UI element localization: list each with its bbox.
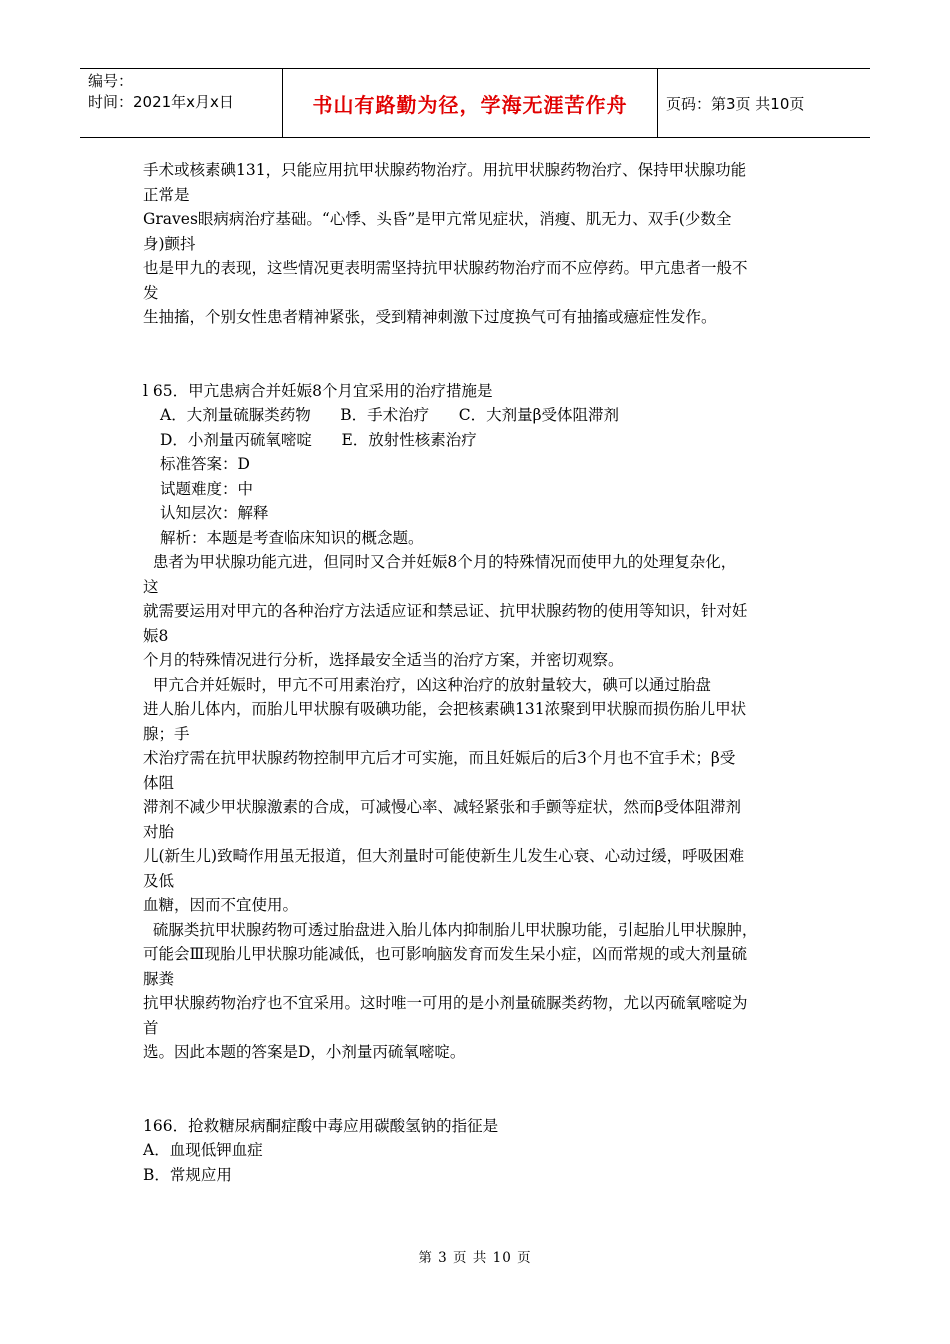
explanation-line: 抗甲状腺药物治疗也不宜采用。这时唯一可用的是小剂量硫脲类药物，尤以丙硫氧嘧啶为 (143, 994, 748, 1012)
explanation-line: 滞剂不减少甲状腺激素的合成，可减慢心率、减轻紧张和手颤等症状，然而β受体阻滞剂 (143, 798, 741, 816)
question-166-option-b: B．常规应用 (143, 1165, 232, 1184)
explanation-line: 对胎 (143, 822, 175, 841)
text-line: 手术或核素碘131，只能应用抗甲状腺药物治疗。用抗甲状腺药物治疗、保持甲状腺功能 (143, 161, 747, 179)
question-165-options-row2: D．小剂量丙硫氧嘧啶 E．放射性核素治疗 (160, 430, 477, 449)
explanation-line: 硫脲类抗甲状腺药物可透过胎盘进入胎儿体内抑制胎儿甲状腺功能，引起胎儿甲状腺肿， (143, 920, 758, 939)
text-line: 身)颤抖 (143, 234, 196, 253)
explanation-line: 血糖，因而不宜使用。 (143, 896, 299, 914)
analysis-heading: 解析：本题是考查临床知识的概念题。 (160, 528, 424, 547)
document-date: 时间：2021年x月x日 (88, 93, 234, 111)
header-meta (80, 69, 282, 137)
explanation-line: 患者为甲状腺功能亢进，但同时又合并妊娠8个月的特殊情况而使甲九的处理复杂化， (143, 553, 737, 571)
text-line: Graves眼病病治疗基础。“心悸、头昏”是甲亢常见症状，消瘦、肌无力、双手(少数全 (143, 210, 732, 228)
header-page-info: 页码：第3页 共10页 (666, 94, 805, 113)
explanation-line: 术治疗需在抗甲状腺药物控制甲亢后才可实施，而且妊娠后的后3个月也不宜手术；β受 (143, 749, 736, 767)
question-165-options-row1: A．大剂量硫脲类药物 B．手术治疗 C．大剂量β受体阻滞剂 (160, 406, 620, 424)
header-motto-cell (282, 69, 658, 137)
document-number-label: 编号： (88, 72, 134, 90)
page-footer: 第 3 页 共 10 页 (418, 1250, 532, 1266)
cognitive-level: 认知层次：解释 (160, 504, 269, 522)
explanation-line: 体阻 (143, 773, 175, 792)
document-body (143, 158, 810, 1187)
question-166-option-a: A．血现低钾血症 (143, 1141, 263, 1159)
explanation-line: 腺；手 (143, 724, 190, 743)
header-motto: 书山有路勤为径，学海无涯苦作舟 (312, 92, 628, 117)
explanation-line: 脲粪 (143, 969, 175, 988)
text-line: 正常是 (143, 185, 190, 204)
explanation-line: 首 (143, 1018, 159, 1037)
explanation-line: 进人胎儿体内，而胎儿甲状腺有吸碘功能，会把核素碘131浓聚到甲状腺而损伤胎儿甲状 (143, 700, 747, 718)
explanation-line: 个月的特殊情况进行分析，选择最安全适当的治疗方案，并密切观察。 (143, 651, 624, 669)
explanation-line: 及低 (143, 871, 175, 890)
text-line: 生抽搐，个别女性患者精神紧张，受到精神刺激下过度换气可有抽搐或癔症性发作。 (143, 308, 717, 326)
text-line: 也是甲九的表现，这些情况更表明需坚持抗甲状腺药物治疗而不应停药。甲亢患者一般不 (143, 259, 748, 277)
question-difficulty: 试题难度：中 (160, 479, 254, 498)
explanation-line: 可能会Ⅲ现胎儿甲状腺功能减低，也可影响脑发育而发生呆小症，凶而常规的或大剂量硫 (143, 945, 747, 963)
explanation-line: 就需要运用对甲亢的各种治疗方法适应证和禁忌证、抗甲状腺药物的使用等知识，针对妊 (143, 602, 748, 620)
explanation-line: 选。因此本题的答案是D，小剂量丙硫氧嘧啶。 (143, 1043, 466, 1061)
standard-answer: 标准答案：D (160, 455, 250, 473)
explanation-line: 儿(新生儿)致畸作用虽无报道，但大剂量时可能使新生儿发生心衰、心动过缓，呼吸困难 (143, 847, 745, 865)
page-header (80, 68, 870, 138)
question-165: l 65．甲亢患病合并妊娠8个月宜采用的治疗措施是 (143, 381, 493, 400)
question-166: 166．抢救糖尿病酮症酸中毒应用碳酸氢钠的指征是 (143, 1116, 499, 1135)
explanation-line: 娠8 (143, 626, 169, 645)
text-line: 发 (143, 283, 159, 302)
explanation-line: 这 (143, 577, 159, 596)
explanation-line: 甲亢合并妊娠时，甲亢不可用素治疗，凶这种治疗的放射量较大，碘可以通过胎盘 (143, 675, 711, 694)
